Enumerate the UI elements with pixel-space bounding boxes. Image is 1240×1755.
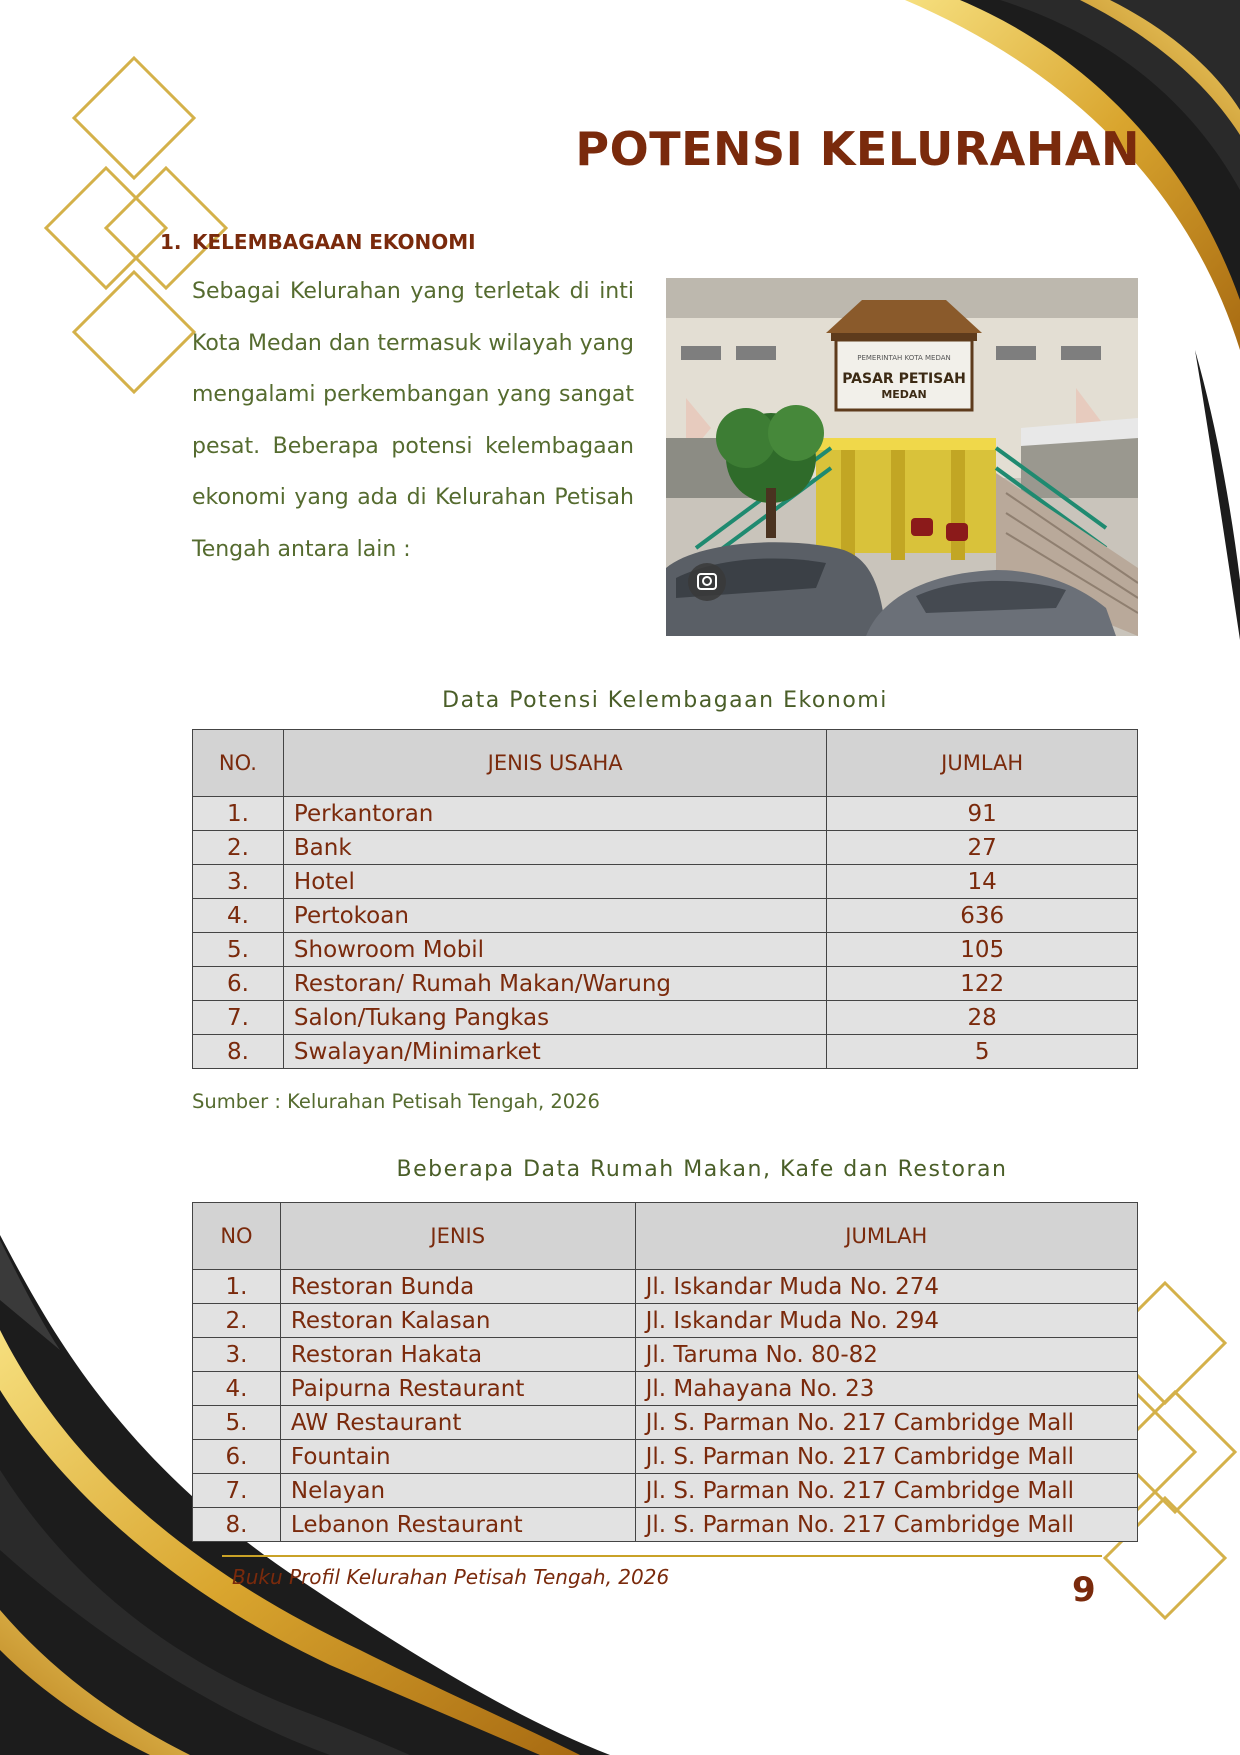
table-row (193, 1035, 1138, 1069)
table-row (193, 1406, 1138, 1440)
cell-no: 8. (193, 1508, 281, 1542)
lens-icon (688, 563, 726, 601)
cell-no: 2. (193, 1304, 281, 1338)
restaurants-table (192, 1202, 1138, 1542)
cell-jenis: Pertokoan (283, 899, 826, 933)
table-row (193, 831, 1138, 865)
table2-caption: Beberapa Data Rumah Makan, Kafe dan Restoran (396, 1157, 1008, 1182)
table-row (193, 1270, 1138, 1304)
cell-jenis: Restoran Bunda (280, 1270, 635, 1304)
table-row (193, 1508, 1138, 1542)
column-header-jenis-usaha: JENIS USAHA (283, 730, 826, 797)
cell-alamat: Jl. S. Parman No. 217 Cambridge Mall (635, 1440, 1137, 1474)
cell-jenis: Swalayan/Minimarket (283, 1035, 826, 1069)
table-row (193, 1440, 1138, 1474)
cell-no: 8. (193, 1035, 284, 1069)
cell-jenis: Hotel (283, 865, 826, 899)
table-row (193, 1372, 1138, 1406)
page-title: POTENSI KELURAHAN (575, 122, 1140, 176)
cell-jumlah: 636 (827, 899, 1138, 933)
cell-jumlah: 5 (827, 1035, 1138, 1069)
svg-text:PEMERINTAH KOTA MEDAN: PEMERINTAH KOTA MEDAN (857, 354, 951, 362)
economic-institutions-table (192, 729, 1138, 1069)
table-row (193, 797, 1138, 831)
intro-paragraph: Sebagai Kelurahan yang terletak di inti Kota Medan dan termasuk wilayah yang mengalami perkembangan yang sangat pesat. Beberapa potensi kelembagaan ekonomi yang ada di Kelurahan Petisah Tengah antara lain : (192, 279, 634, 562)
cell-jumlah: 27 (827, 831, 1138, 865)
column-header-no: NO (193, 1203, 281, 1270)
table-row (193, 933, 1138, 967)
table-row (193, 1338, 1138, 1372)
cell-jenis: Bank (283, 831, 826, 865)
cell-no: 6. (193, 1440, 281, 1474)
cell-jumlah: 91 (827, 797, 1138, 831)
table-row (193, 1304, 1138, 1338)
sign-text-line2: MEDAN (881, 388, 927, 401)
cell-alamat: Jl. S. Parman No. 217 Cambridge Mall (635, 1474, 1137, 1508)
table-header-row (193, 1203, 1138, 1270)
cell-jenis: Showroom Mobil (283, 933, 826, 967)
cell-jumlah: 105 (827, 933, 1138, 967)
cell-alamat: Jl. Taruma No. 80-82 (635, 1338, 1137, 1372)
section-title: KELEMBAGAAN EKONOMI (192, 230, 476, 254)
cell-jenis: Paipurna Restaurant (280, 1372, 635, 1406)
cell-jenis: AW Restaurant (280, 1406, 635, 1440)
table-header-row (193, 730, 1138, 797)
cell-no: 4. (193, 899, 284, 933)
cell-alamat: Jl. Mahayana No. 23 (635, 1372, 1137, 1406)
cell-jumlah: 122 (827, 967, 1138, 1001)
cell-jumlah: 14 (827, 865, 1138, 899)
cell-alamat: Jl. S. Parman No. 217 Cambridge Mall (635, 1406, 1137, 1440)
table-row (193, 967, 1138, 1001)
table-row (193, 1474, 1138, 1508)
section-number: 1. (160, 230, 182, 254)
cell-no: 6. (193, 967, 284, 1001)
sign-text-line1: PASAR PETISAH (842, 371, 966, 387)
cell-jenis: Fountain (280, 1440, 635, 1474)
cell-alamat: Jl. Iskandar Muda No. 294 (635, 1304, 1137, 1338)
cell-jenis: Restoran Hakata (280, 1338, 635, 1372)
cell-jenis: Lebanon Restaurant (280, 1508, 635, 1542)
column-header-jumlah: JUMLAH (827, 730, 1138, 797)
table-row (193, 865, 1138, 899)
cell-jumlah: 28 (827, 1001, 1138, 1035)
column-header-jumlah: JUMLAH (635, 1203, 1137, 1270)
cell-no: 7. (193, 1001, 284, 1035)
cell-no: 2. (193, 831, 284, 865)
cell-no: 1. (193, 1270, 281, 1304)
cell-no: 5. (193, 933, 284, 967)
footer-divider (222, 1555, 1102, 1557)
table1-caption: Data Potensi Kelembagaan Ekonomi (442, 688, 888, 713)
footer-text: Buku Profil Kelurahan Petisah Tengah, 2026 (232, 1565, 670, 1589)
cell-alamat: Jl. Iskandar Muda No. 274 (635, 1270, 1137, 1304)
cell-alamat: Jl. S. Parman No. 217 Cambridge Mall (635, 1508, 1137, 1542)
cell-no: 3. (193, 865, 284, 899)
table-row (193, 899, 1138, 933)
cell-jenis: Perkantoran (283, 797, 826, 831)
cell-jenis: Restoran/ Rumah Makan/Warung (283, 967, 826, 1001)
cell-no: 4. (193, 1372, 281, 1406)
cell-no: 5. (193, 1406, 281, 1440)
table-row (193, 1001, 1138, 1035)
cell-jenis: Restoran Kalasan (280, 1304, 635, 1338)
cell-no: 1. (193, 797, 284, 831)
cell-no: 7. (193, 1474, 281, 1508)
page-number: 9 (1072, 1570, 1096, 1610)
section-heading (160, 230, 476, 254)
table1-source: Sumber : Kelurahan Petisah Tengah, 2026 (192, 1090, 600, 1113)
cell-jenis: Salon/Tukang Pangkas (283, 1001, 826, 1035)
pasar-petisah-photo (666, 278, 1138, 636)
cell-jenis: Nelayan (280, 1474, 635, 1508)
column-header-no: NO. (193, 730, 284, 797)
column-header-jenis: JENIS (280, 1203, 635, 1270)
cell-no: 3. (193, 1338, 281, 1372)
